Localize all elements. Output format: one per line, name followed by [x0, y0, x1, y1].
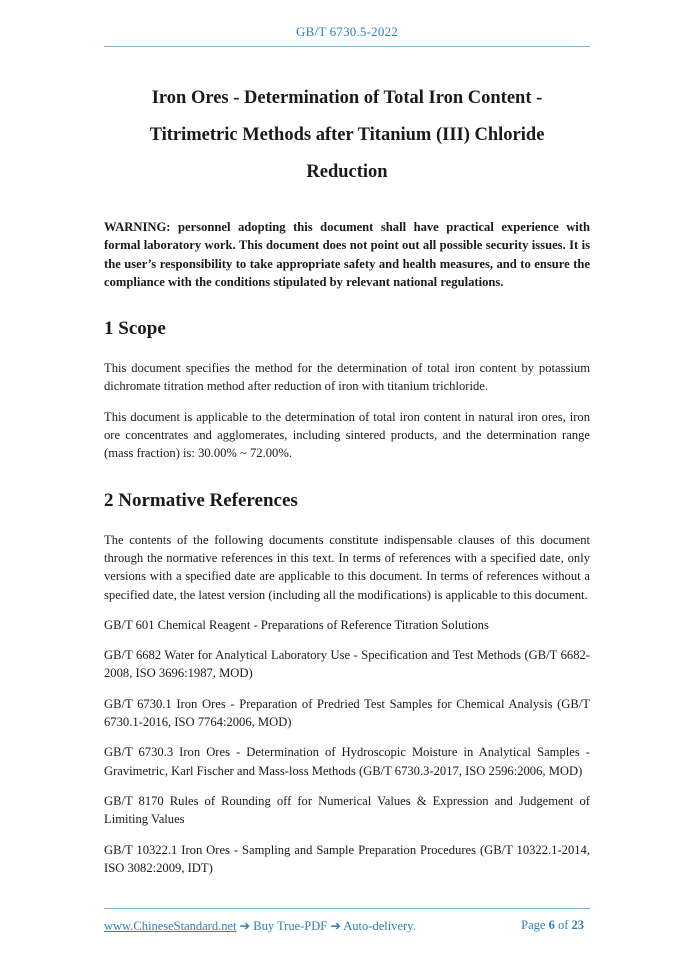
header-divider — [104, 46, 590, 47]
page-number — [521, 918, 584, 933]
scope-paragraph: This document specifies the method for the determination of total iron content by potassium dichromate titration method after reduction of iron with titanium trichloride. — [104, 361, 590, 394]
page-current: 6 — [548, 918, 555, 932]
section-heading-scope: 1 Scope — [104, 318, 166, 340]
arrow-right-icon: ➔ — [330, 919, 341, 933]
document-body — [104, 218, 590, 877]
section-heading-normative-references: 2 Normative References — [104, 489, 298, 511]
arrow-right-icon: ➔ — [239, 919, 251, 933]
reference-item: GB/T 601 Chemical Reagent - Preparations of Reference Titration Solutions — [104, 617, 489, 632]
page-label: Page — [521, 918, 546, 932]
reference-item: GB/T 6730.1 Iron Ores - Preparation of Predried Test Samples for Chemical Analysis (GB/T 6730.1-2016, ISO 7764:2006, MOD) — [104, 696, 590, 730]
reference-item: GB/T 6730.3 Iron Ores - Determination of Hydroscopic Moisture in Analytical Samples - Gravimetric, Karl Fischer and Mass-loss Methods (GB/T 6730.3-2017, ISO 2596:2006, MOD) — [104, 745, 590, 778]
auto-delivery-text: Auto-delivery. — [343, 919, 416, 933]
title-line-3: Reduction — [306, 162, 388, 182]
document-title — [104, 80, 590, 191]
buy-pdf-link[interactable]: Buy True-PDF — [253, 919, 328, 933]
page-total: 23 — [571, 918, 584, 932]
references-intro-paragraph: The contents of the following documents constitute indispensable clauses of this document through the normative references in this text. In terms of references with a specified date, only versions with a specified date are applicable to this document. In terms of references without a specified date, the latest version (including all the modifications) is applicable to this document. — [104, 532, 590, 602]
title-line-2: Titrimetric Methods after Titanium (III) Chloride — [149, 125, 545, 145]
footer-divider — [104, 908, 590, 909]
warning-paragraph: WARNING: personnel adopting this document shall have practical experience with formal laboratory work. This document does not point out all possible security issues. It is the user’s responsibility to take appropriate safety and health measures, and to ensure the compliance with the conditions stipulated by relevant national regulations. — [104, 220, 590, 289]
reference-item: GB/T 8170 Rules of Rounding off for Numerical Values & Expression and Judgement of Limiting Values — [104, 793, 590, 827]
page-footer — [104, 918, 590, 934]
title-line-1: Iron Ores - Determination of Total Iron Content - — [151, 88, 543, 108]
reference-item: GB/T 10322.1 Iron Ores - Sampling and Sample Preparation Procedures (GB/T 10322.1-2014, ISO 3082:2009, IDT) — [104, 842, 590, 875]
site-link[interactable]: www.ChineseStandard.net — [104, 919, 237, 933]
running-header: GB/T 6730.5-2022 — [296, 24, 398, 39]
reference-item: GB/T 6682 Water for Analytical Laboratory Use - Specification and Test Methods (GB/T 6682-2008, ISO 3696:1987, MOD) — [104, 648, 590, 681]
page-of-label: of — [557, 918, 569, 932]
scope-paragraph: This document is applicable to the determination of total iron content in natural iron ores, iron ore concentrates and agglomerates, including sintered products, and the determination range (mass fraction) is: 30.00% ~ 72.00%. — [104, 409, 590, 461]
